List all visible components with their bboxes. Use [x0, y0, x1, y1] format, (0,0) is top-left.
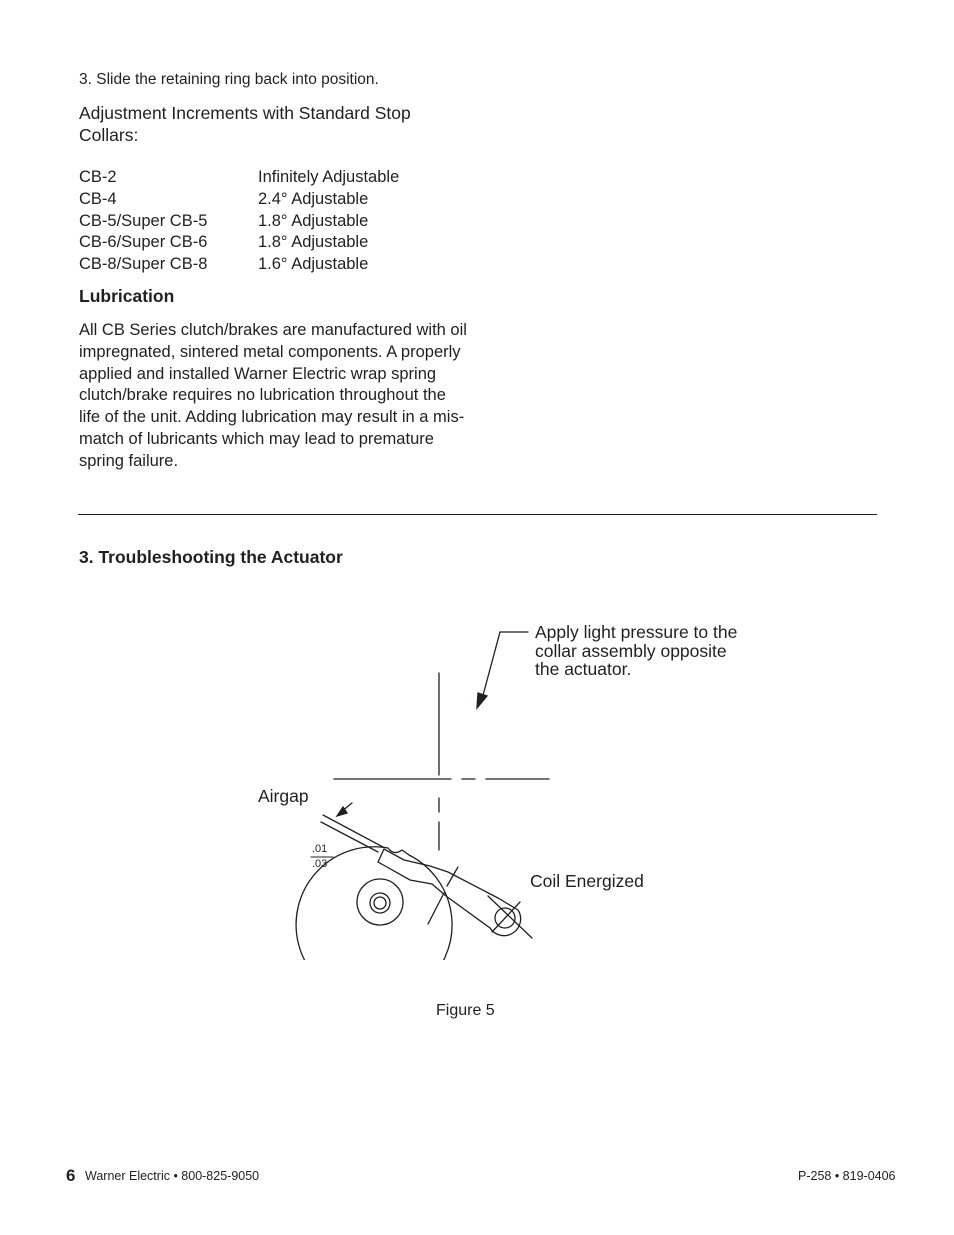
increments-heading: Adjustment Increments with Standard Stop Collars: — [79, 103, 411, 145]
airgap-extension-line — [321, 822, 378, 852]
lubrication-paragraph: All CB Series clutch/brakes are manufactured with oil impregnated, sintered metal components. A properly applied and installed Warner Electric wrap spring clutch/brake requires no lubrication throughout the life of the unit. Adding lubrication may result in a mis-match of lubricants which may lead to premature spring failure. — [79, 321, 467, 470]
table-row — [79, 232, 399, 254]
section-divider — [78, 514, 877, 515]
table-row — [79, 167, 399, 189]
coil-energized-label: Coil Energized — [530, 871, 644, 891]
value-cell: 1.6° Adjustable — [258, 255, 369, 274]
value-cell: 1.8° Adjustable — [258, 233, 369, 252]
airgap-extension-line — [323, 815, 383, 847]
model-cell: CB-2 — [79, 168, 117, 186]
section-heading: 3. Troubleshooting the Actuator — [79, 547, 343, 567]
stop-pin-inner — [374, 897, 386, 909]
footer-doc-code: P-258 • 819-0406 — [798, 1169, 896, 1183]
gap-value-top: .01 — [312, 843, 328, 855]
footer-company: Warner Electric • 800-825-9050 — [85, 1169, 260, 1183]
lubrication-heading: Lubrication — [79, 286, 175, 306]
model-cell: CB-4 — [79, 189, 117, 208]
actuator-arm — [378, 849, 521, 936]
callout-leader — [482, 632, 528, 699]
value-cell: Infinitely Adjustable — [258, 168, 400, 186]
model-cell: CB-5/Super CB-5 — [79, 211, 208, 230]
airgap-label: Airgap — [258, 786, 309, 806]
stop-pin-outer — [357, 879, 403, 925]
page-number: 6 — [66, 1166, 76, 1185]
increments-table — [79, 167, 399, 276]
table-row — [79, 254, 399, 276]
instruction-step-3: 3. Slide the retaining ring back into position. — [79, 71, 379, 88]
arm-centerline-mark — [428, 893, 444, 924]
value-cell: 1.8° Adjustable — [258, 211, 369, 230]
pressure-callout: Apply light pressure to the collar assembly opposite the actuator. — [535, 622, 738, 679]
value-cell: 2.4° Adjustable — [258, 189, 369, 208]
table-row — [79, 189, 399, 211]
stop-pin-middle — [370, 893, 390, 913]
model-cell: CB-8/Super CB-8 — [79, 255, 208, 274]
table-row — [79, 211, 399, 233]
gap-value-bottom: .03 — [312, 858, 328, 870]
figure-caption: Figure 5 — [436, 1002, 495, 1019]
callout-arrowhead — [477, 693, 487, 708]
model-cell: CB-6/Super CB-6 — [79, 233, 208, 252]
